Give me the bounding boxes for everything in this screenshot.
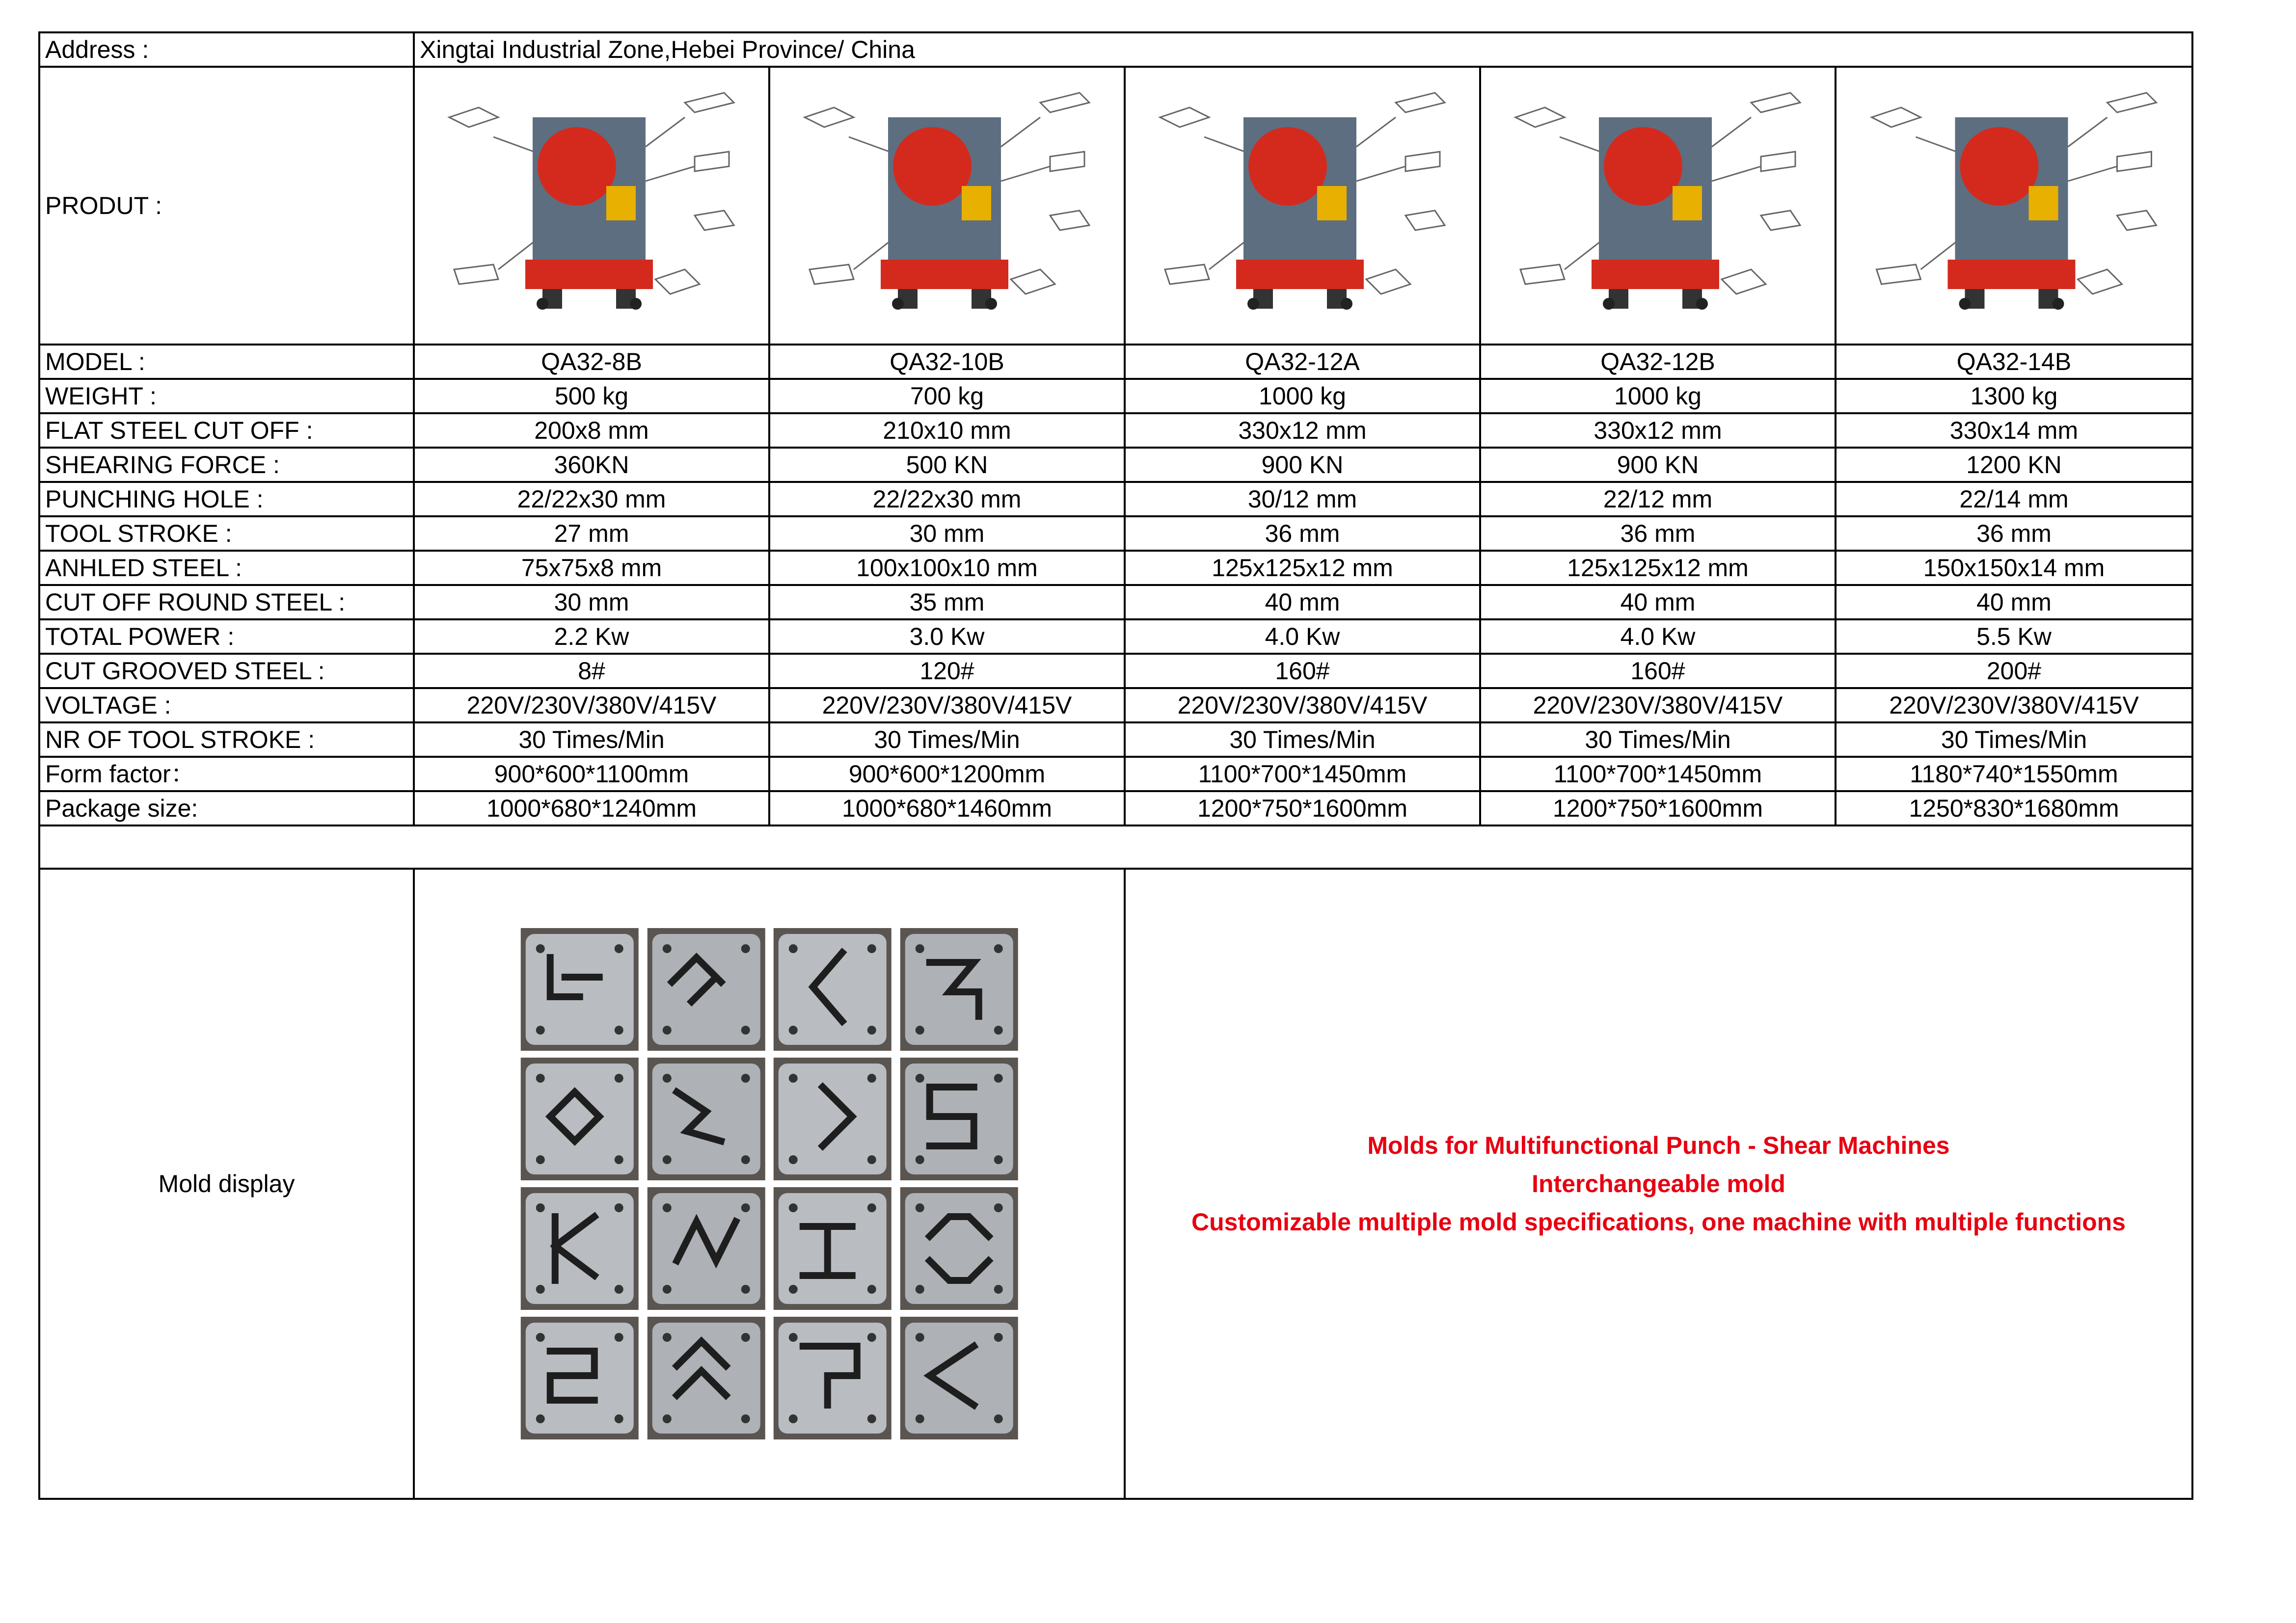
mold-note-line-1: Molds for Multifunctional Punch - Shear Machines xyxy=(1367,1132,1950,1159)
spec-value: 22/22x30 mm xyxy=(414,482,769,516)
spec-value: 40 mm xyxy=(1836,585,2192,619)
address-row xyxy=(39,32,2192,67)
spec-row xyxy=(39,791,2192,825)
spec-value: 160# xyxy=(1480,654,1836,688)
mold-plate xyxy=(899,1317,1019,1439)
spec-value: 360KN xyxy=(414,448,769,482)
spec-value: 40 mm xyxy=(1125,585,1480,619)
spec-value: 125x125x12 mm xyxy=(1125,551,1480,585)
mold-plate xyxy=(647,928,766,1051)
mold-plate xyxy=(520,928,640,1051)
spec-row xyxy=(39,345,2192,379)
spec-row xyxy=(39,654,2192,688)
mold-plate xyxy=(647,1187,766,1310)
spec-value: 30 Times/Min xyxy=(769,722,1125,757)
spec-rows xyxy=(39,345,2192,825)
spec-value: 700 kg xyxy=(769,379,1125,413)
spec-value: 160# xyxy=(1125,654,1480,688)
spec-value: 30 mm xyxy=(769,516,1125,551)
spec-value: 1000*680*1240mm xyxy=(414,791,769,825)
spec-value: QA32-8B xyxy=(414,345,769,379)
spec-label: NR OF TOOL STROKE : xyxy=(39,722,414,757)
spec-value: 210x10 mm xyxy=(769,413,1125,448)
spec-value: 36 mm xyxy=(1480,516,1836,551)
spec-row xyxy=(39,379,2192,413)
blank-row xyxy=(39,825,2192,869)
spec-value: 22/22x30 mm xyxy=(769,482,1125,516)
spec-value: 1100*700*1450mm xyxy=(1480,757,1836,791)
spec-value: 22/12 mm xyxy=(1480,482,1836,516)
spec-value: 900*600*1100mm xyxy=(414,757,769,791)
spec-value: 330x14 mm xyxy=(1836,413,2192,448)
spec-value: 900 KN xyxy=(1480,448,1836,482)
spec-label: MODEL : xyxy=(39,345,414,379)
spec-value: 1200*750*1600mm xyxy=(1480,791,1836,825)
mold-plate xyxy=(773,1058,892,1180)
spec-value: 1180*740*1550mm xyxy=(1836,757,2192,791)
spec-label: SHEARING FORCE : xyxy=(39,448,414,482)
spec-value: 30 Times/Min xyxy=(414,722,769,757)
machine-image-4 xyxy=(1480,67,1836,345)
spec-row xyxy=(39,551,2192,585)
machine-image-5 xyxy=(1836,67,2192,345)
spec-label: ANHLED STEEL : xyxy=(39,551,414,585)
mold-plate xyxy=(520,1317,640,1439)
spec-value: 8# xyxy=(414,654,769,688)
spec-value: 1200 KN xyxy=(1836,448,2192,482)
spec-value: 150x150x14 mm xyxy=(1836,551,2192,585)
spec-value: 900 KN xyxy=(1125,448,1480,482)
spec-row xyxy=(39,448,2192,482)
spec-value: QA32-14B xyxy=(1836,345,2192,379)
spec-row xyxy=(39,688,2192,722)
spec-value: 30 mm xyxy=(414,585,769,619)
spec-value: 5.5 Kw xyxy=(1836,619,2192,654)
spec-value: 900*600*1200mm xyxy=(769,757,1125,791)
spec-value: 120# xyxy=(769,654,1125,688)
spec-value: 220V/230V/380V/415V xyxy=(1836,688,2192,722)
mold-plate xyxy=(647,1317,766,1439)
spec-value: 27 mm xyxy=(414,516,769,551)
spec-value: 1250*830*1680mm xyxy=(1836,791,2192,825)
spec-label: VOLTAGE : xyxy=(39,688,414,722)
spec-value: 220V/230V/380V/415V xyxy=(769,688,1125,722)
spec-value: 500 kg xyxy=(414,379,769,413)
mold-label: Mold display xyxy=(39,869,414,1499)
mold-plate xyxy=(899,1058,1019,1180)
mold-note-line-2: Interchangeable mold xyxy=(1532,1170,1785,1197)
product-row xyxy=(39,67,2192,345)
mold-plate xyxy=(899,928,1019,1051)
spec-value: 40 mm xyxy=(1480,585,1836,619)
spec-value: QA32-10B xyxy=(769,345,1125,379)
machine-image-1 xyxy=(414,67,769,345)
spec-row xyxy=(39,619,2192,654)
address-label: Address : xyxy=(39,32,414,67)
spec-label: CUT OFF ROUND STEEL : xyxy=(39,585,414,619)
spec-value: 220V/230V/380V/415V xyxy=(1480,688,1836,722)
spec-value: 330x12 mm xyxy=(1480,413,1836,448)
spec-value: QA32-12B xyxy=(1480,345,1836,379)
spec-label: Form factor： xyxy=(39,757,414,791)
spec-label: Package size: xyxy=(39,791,414,825)
spec-value: 1100*700*1450mm xyxy=(1125,757,1480,791)
spec-value: 75x75x8 mm xyxy=(414,551,769,585)
mold-plate xyxy=(520,1058,640,1180)
spec-value: 1200*750*1600mm xyxy=(1125,791,1480,825)
spec-value: 35 mm xyxy=(769,585,1125,619)
spec-label: TOOL STROKE : xyxy=(39,516,414,551)
spec-value: 200x8 mm xyxy=(414,413,769,448)
spec-value: 1300 kg xyxy=(1836,379,2192,413)
spec-value: 200# xyxy=(1836,654,2192,688)
spec-value: 100x100x10 mm xyxy=(769,551,1125,585)
spec-value: 220V/230V/380V/415V xyxy=(1125,688,1480,722)
spec-row xyxy=(39,516,2192,551)
product-label: PRODUT : xyxy=(39,67,414,345)
spec-row xyxy=(39,585,2192,619)
spec-value: 1000 kg xyxy=(1480,379,1836,413)
spec-value: 1000*680*1460mm xyxy=(769,791,1125,825)
spec-row xyxy=(39,413,2192,448)
spec-value: 30 Times/Min xyxy=(1836,722,2192,757)
spec-label: WEIGHT : xyxy=(39,379,414,413)
mold-plate xyxy=(899,1187,1019,1310)
spec-value: 36 mm xyxy=(1125,516,1480,551)
spec-label: FLAT STEEL CUT OFF : xyxy=(39,413,414,448)
spec-row xyxy=(39,482,2192,516)
machine-image-2 xyxy=(769,67,1125,345)
spec-value: 2.2 Kw xyxy=(414,619,769,654)
machine-image-3 xyxy=(1125,67,1480,345)
spec-value: 3.0 Kw xyxy=(769,619,1125,654)
spec-table xyxy=(38,31,2193,1500)
mold-plate xyxy=(647,1058,766,1180)
mold-plate xyxy=(520,1187,640,1310)
spec-value: 30 Times/Min xyxy=(1480,722,1836,757)
spec-value: 4.0 Kw xyxy=(1480,619,1836,654)
spec-value: 4.0 Kw xyxy=(1125,619,1480,654)
address-value: Xingtai Industrial Zone,Hebei Province/ China xyxy=(414,32,2192,67)
spec-value: 330x12 mm xyxy=(1125,413,1480,448)
spec-label: PUNCHING HOLE : xyxy=(39,482,414,516)
mold-notes xyxy=(1125,869,2192,1499)
spec-value: 36 mm xyxy=(1836,516,2192,551)
mold-row xyxy=(39,869,2192,1499)
spec-value: 220V/230V/380V/415V xyxy=(414,688,769,722)
spec-value: 125x125x12 mm xyxy=(1480,551,1836,585)
mold-plate xyxy=(773,1317,892,1439)
spec-value: 22/14 mm xyxy=(1836,482,2192,516)
mold-gallery xyxy=(414,869,1125,1499)
mold-plate xyxy=(773,1187,892,1310)
spec-row xyxy=(39,722,2192,757)
spec-label: CUT GROOVED STEEL : xyxy=(39,654,414,688)
spec-value: 30 Times/Min xyxy=(1125,722,1480,757)
spec-value: 30/12 mm xyxy=(1125,482,1480,516)
mold-plate xyxy=(773,928,892,1051)
spec-value: 1000 kg xyxy=(1125,379,1480,413)
spec-label: TOTAL POWER : xyxy=(39,619,414,654)
spec-value: QA32-12A xyxy=(1125,345,1480,379)
spec-row xyxy=(39,757,2192,791)
spec-value: 500 KN xyxy=(769,448,1125,482)
mold-note-line-3: Customizable multiple mold specifications, one machine with multiple functions xyxy=(1191,1208,2126,1236)
